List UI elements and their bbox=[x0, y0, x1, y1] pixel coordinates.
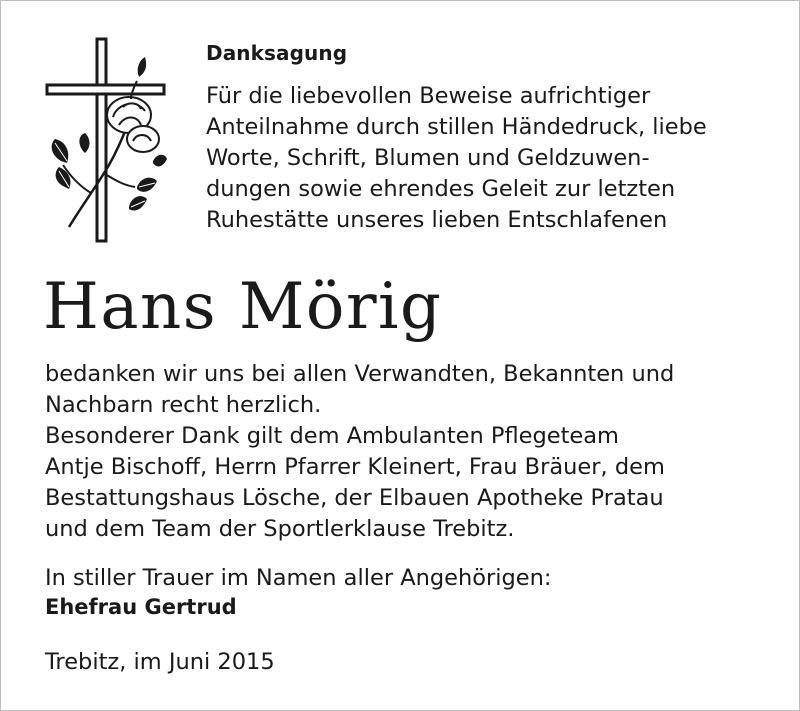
body-line: Bestattungshaus Lösche, der Elbauen Apotheke Pratau bbox=[45, 485, 664, 511]
intro-text bbox=[206, 81, 786, 236]
body-line: bedanken wir uns bei allen Verwandten, Bekannten und bbox=[45, 361, 675, 387]
closing-line: In stiller Trauer im Namen aller Angehörigen: bbox=[45, 565, 552, 591]
intro-line: Anteilnahme durch stillen Händedruck, liebe bbox=[206, 114, 707, 140]
body-line: Antje Bischoff, Herrn Pfarrer Kleinert, Frau Bräuer, dem bbox=[45, 454, 665, 480]
dateline: Trebitz, im Juni 2015 bbox=[45, 649, 275, 675]
heading: Danksagung bbox=[206, 41, 348, 65]
intro-line: Worte, Schrift, Blumen und Geldzuwen- bbox=[206, 145, 650, 171]
body-line: Nachbarn recht herzlich. bbox=[45, 392, 322, 418]
signer: Ehefrau Gertrud bbox=[45, 595, 237, 619]
deceased-name: Hans Mörig bbox=[43, 270, 443, 344]
intro-line: Für die liebevollen Beweise aufrichtiger bbox=[206, 83, 651, 109]
body-text bbox=[45, 359, 674, 545]
cross-with-rose-icon bbox=[41, 37, 171, 245]
body-line: Besonderer Dank gilt dem Ambulanten Pflegeteam bbox=[45, 423, 619, 449]
intro-line: dungen sowie ehrendes Geleit zur letzten bbox=[206, 176, 676, 202]
body-line: und dem Team der Sportlerklause Trebitz. bbox=[45, 516, 515, 542]
intro-line: Ruhestätte unseres lieben Entschlafenen bbox=[206, 207, 668, 233]
